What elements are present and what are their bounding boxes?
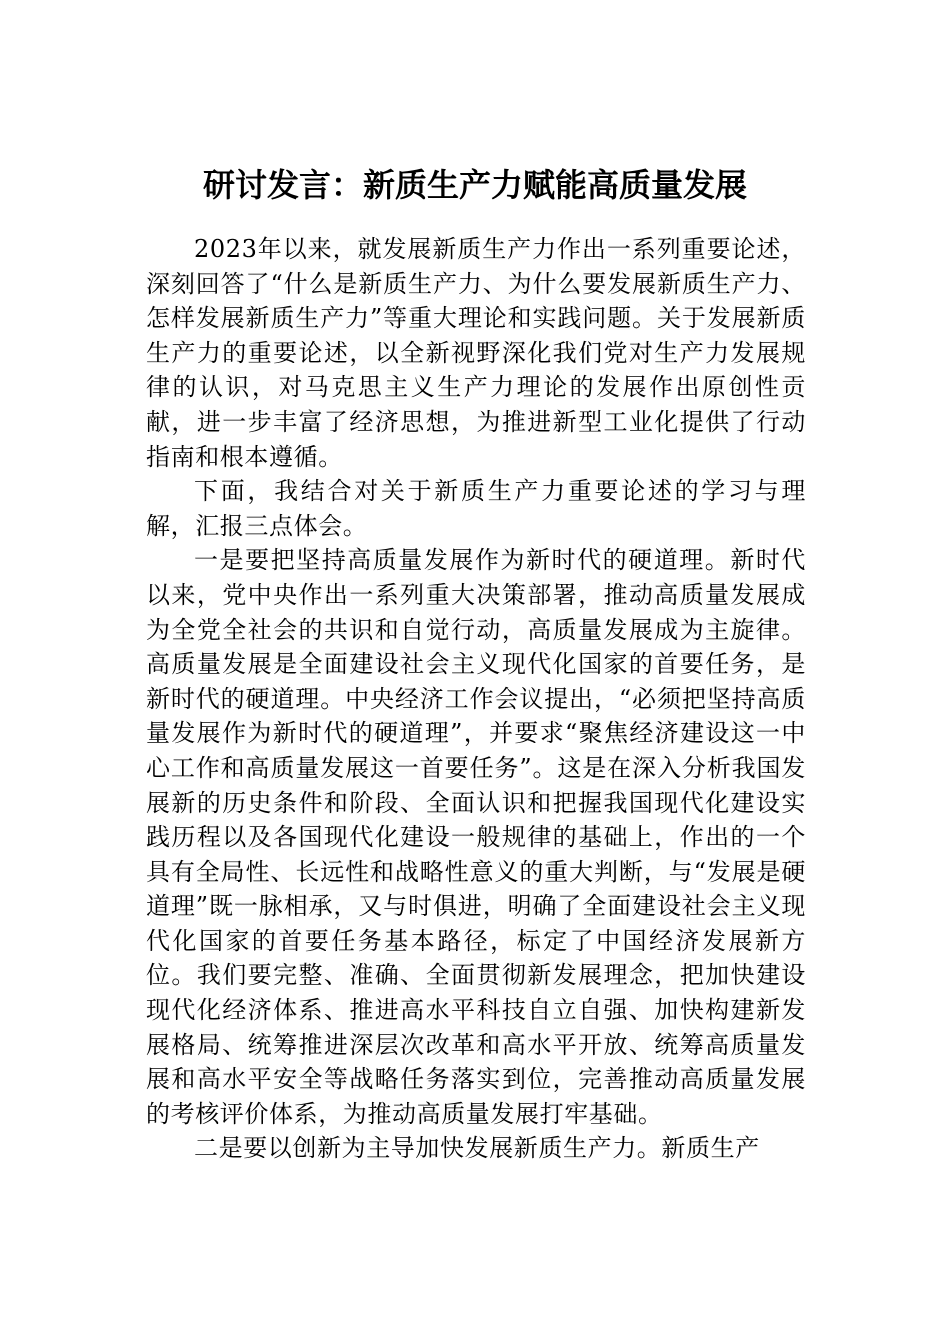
document-title: 研讨发言：新质生产力赋能高质量发展: [202, 166, 747, 204]
paragraph-point-one: 一是要把坚持高质量发展作为新时代的硬道理。新时代以来，党中央作出一系列重大决策部署，推动高质量发展成为全党全社会的共识和自觉行动，高质量发展成为主旋律。高质量发展是全面建设社会主义现代化国家的首要任务，是新时代的硬道理。中央经济工作会议提出，“必须把坚持高质量发展作为新时代的硬道理”，并要求“聚焦经济建设这一中心工作和高质量发展这一首要任务”。这是在深入分析我国发展新的历史条件和阶段、全面认识和把握我国现代化建设实践历程以及各国现代化建设一般规律的基础上，作出的一个具有全局性、长远性和战略性意义的重大判断，与“发展是硬道理”既一脉相承，又与时俱进，明确了全面建设社会主义现代化国家的首要任务基本路径，标定了中国经济发展新方位。我们要完整、准确、全面贯彻新发展理念，把加快建设现代化经济体系、推进高水平科技自立自强、加快构建新发展格局、统筹推进深层次改革和高水平开放、统筹高质量发展和高水平安全等战略任务落实到位，完善推动高质量发展的考核评价体系，为推动高质量发展打牢基础。: [146, 546, 806, 1128]
document-body: [146, 232, 806, 1166]
paragraph-overview: 下面，我结合对关于新质生产力重要论述的学习与理解，汇报三点体会。: [146, 477, 806, 540]
paragraph-point-two: 二是要以创新为主导加快发展新质生产力。新质生产: [194, 1134, 760, 1163]
paragraph-intro: 2023年以来，就发展新质生产力作出一系列重要论述，深刻回答了“什么是新质生产力、为什么要发展新质生产力、怎样发展新质生产力”等重大理论和实践问题。关于发展新质生产力的重要论述，以全新视野深化我们党对生产力发展规律的认识，对马克思主义生产力理论的发展作出原创性贡献，进一步丰富了经济思想，为推进新型工业化提供了行动指南和根本遵循。: [146, 235, 806, 471]
